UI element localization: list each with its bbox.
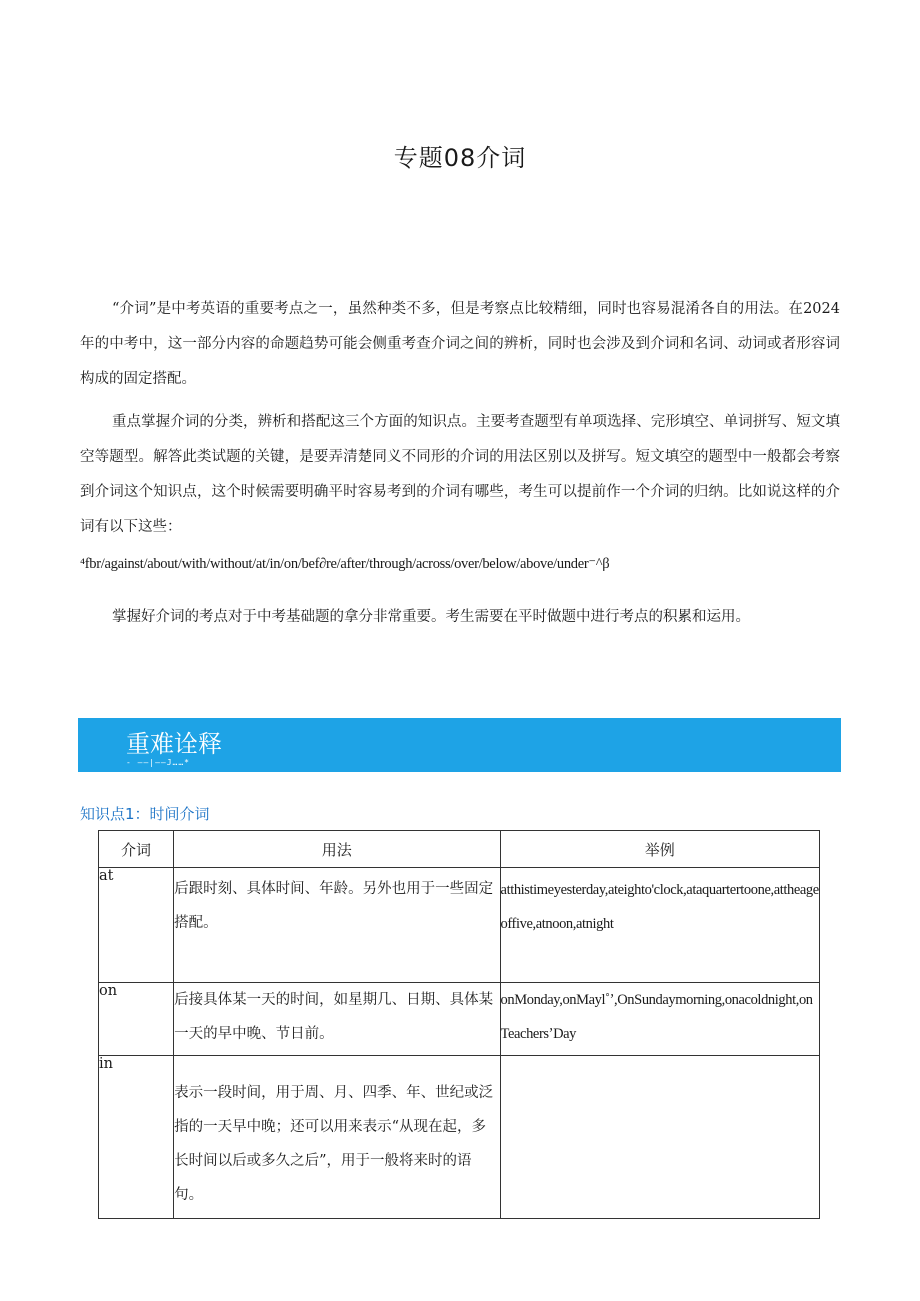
table-row xyxy=(99,1056,820,1219)
banner-decoration: - ——|——J……* xyxy=(126,758,190,767)
table-header-row xyxy=(99,831,820,868)
header-example: 举例 xyxy=(500,831,819,868)
section-banner xyxy=(78,718,841,772)
cell-usage: 后接具体某一天的时间，如星期几、日期、具体某一天的早中晚、节日前。 xyxy=(174,983,500,1056)
cell-preposition: in xyxy=(99,1056,174,1219)
cell-example xyxy=(500,1056,819,1219)
table-row xyxy=(99,868,820,983)
preposition-list: ⁴fbr/against/about/with/without/at/in/on/bef∂re/after/through/across/over/below/above/under⁻^β xyxy=(80,556,610,572)
intro-paragraph: “介词”是中考英语的重要考点之一，虽然种类不多，但是考察点比较精细，同时也容易混淆各自的用法。在2024年的中考中，这一部分内容的命题趋势可能会侧重考查介词之间的辨析，同时也会涉及到介词和名词、动词或者形容词构成的固定搭配。 xyxy=(80,301,840,387)
closing-paragraph: 掌握好介词的考点对于中考基础题的拿分非常重要。考生需要在平时做题中进行考点的积累和运用。 xyxy=(112,609,750,625)
cell-preposition: at xyxy=(99,868,174,983)
cell-usage: 后跟时刻、具体时间、年龄。另外也用于一些固定搭配。 xyxy=(174,868,500,983)
preposition-table xyxy=(98,830,820,1219)
page-title: 专题08介词 xyxy=(393,144,527,172)
cell-usage: 表示一段时间，用于周、月、四季、年、世纪或泛指的一天早中晚；还可以用来表示“从现在起，多长时间以后或多久之后”，用于一般将来时的语句。 xyxy=(174,1056,500,1219)
banner-title: 重难诠释 xyxy=(126,730,222,758)
cell-example: atthistimeyesterday,ateighto'clock,ataquartertoone,attheageoffive,atnoon,atnight xyxy=(500,868,819,983)
header-preposition: 介词 xyxy=(99,831,174,868)
cell-preposition: on xyxy=(99,983,174,1056)
focus-paragraph: 重点掌握介词的分类，辨析和搭配这三个方面的知识点。主要考查题型有单项选择、完形填空、单词拼写、短文填空等题型。解答此类试题的关键，是要弄清楚同义不同形的介词的用法区别以及拼写。短文填空的题型中一般都会考察到介词这个知识点，这个时候需要明确平时容易考到的介词有哪些，考生可以提前作一个介词的归纳。比如说这样的介词有以下这些： xyxy=(80,414,840,535)
table-row xyxy=(99,983,820,1056)
cell-example: onMonday,onMayl˚ʼ,OnSundaymorning,onacoldnight,onTeachersʼDay xyxy=(500,983,819,1056)
knowledge-point-label: 知识点1：时间介词 xyxy=(80,805,210,823)
header-usage: 用法 xyxy=(174,831,500,868)
